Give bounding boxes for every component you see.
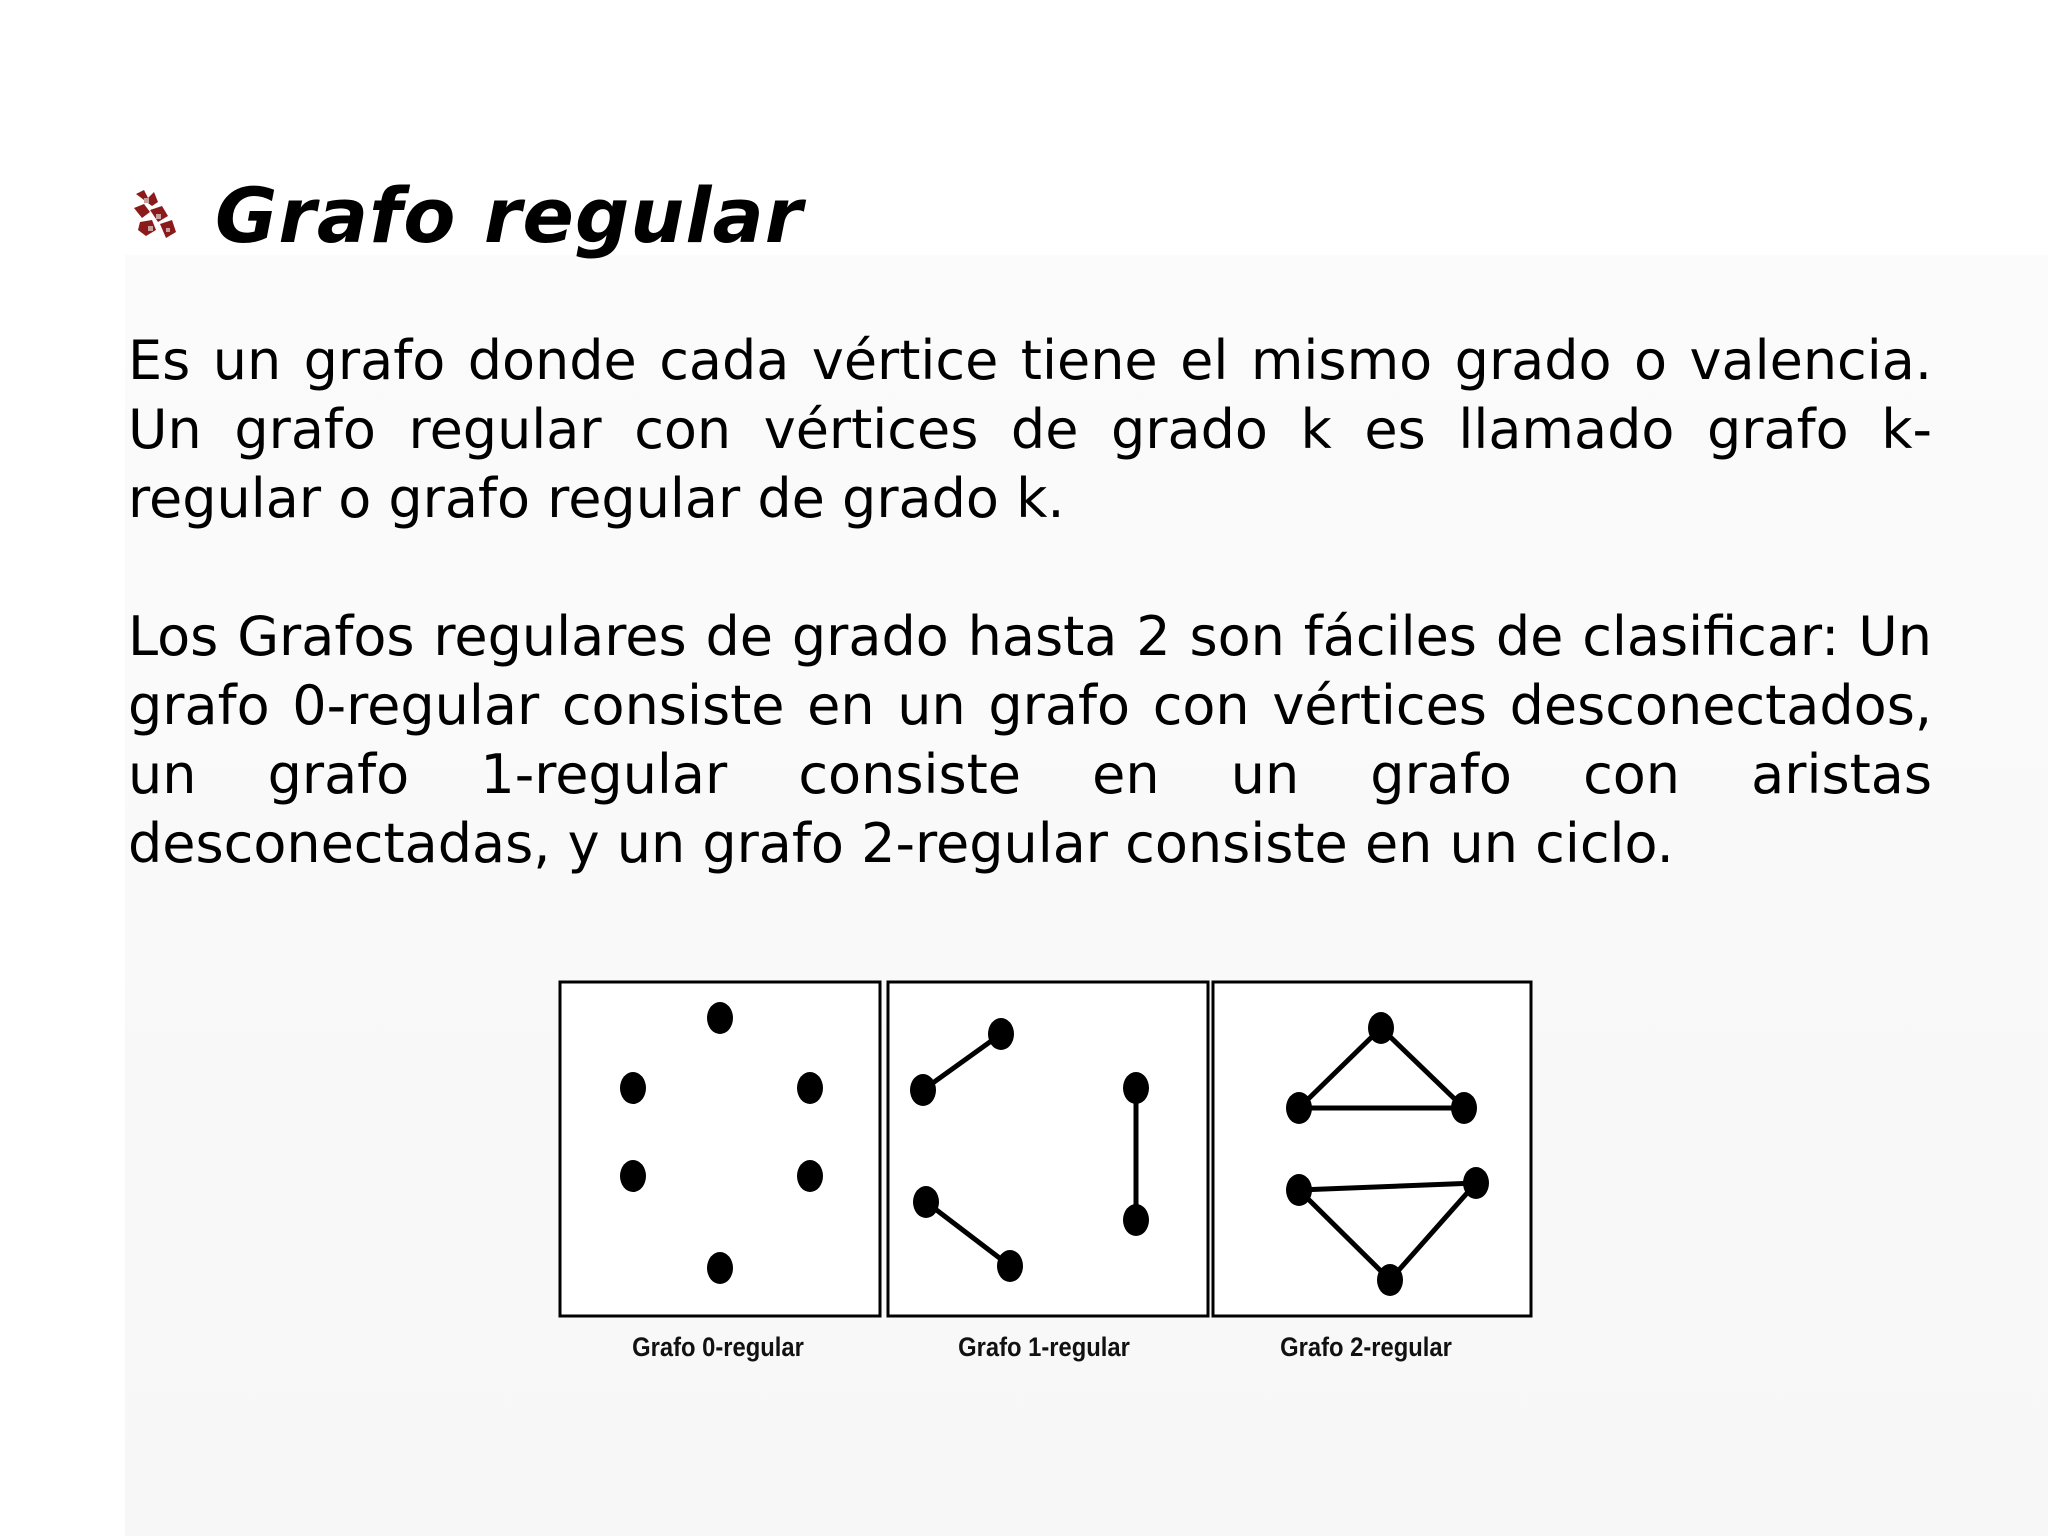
- vertex: [707, 1252, 733, 1284]
- vertex: [988, 1018, 1014, 1050]
- vertex: [1451, 1092, 1477, 1124]
- regular-graphs-figure: [558, 980, 1533, 1380]
- caption-1-regular: Grafo 1-regular: [958, 1332, 1130, 1362]
- classification-paragraph: Los Grafos regulares de grado hasta 2 son fáciles de clasificar: Un grafo 0-regular consiste en un grafo con vértices desconectados, un grafo 1-regular consiste en un grafo con aristas desconectadas, y un grafo 2-regular consiste en un ciclo.: [128, 605, 1932, 875]
- panel-1-regular: [888, 982, 1208, 1316]
- caption-2-regular: Grafo 2-regular: [1280, 1332, 1452, 1362]
- vertex: [797, 1072, 823, 1104]
- vertex: [707, 1002, 733, 1034]
- vertex: [1368, 1012, 1394, 1044]
- definition-paragraph: Es un grafo donde cada vértice tiene el mismo grado o valencia. Un grafo regular con vértices de grado k es llamado grafo k-regular o grafo regular de grado k.: [128, 329, 1932, 530]
- vertex: [1463, 1167, 1489, 1199]
- vertex: [1286, 1092, 1312, 1124]
- vertex: [913, 1186, 939, 1218]
- slide-title: Grafo regular: [215, 171, 804, 260]
- decorative-leaf-icon: [130, 188, 180, 242]
- graph-diagrams: [558, 980, 1533, 1320]
- vertex: [1123, 1072, 1149, 1104]
- vertex: [797, 1160, 823, 1192]
- vertex: [1286, 1174, 1312, 1206]
- vertex: [997, 1250, 1023, 1282]
- panel-2-regular: [1213, 982, 1531, 1316]
- vertex: [620, 1160, 646, 1192]
- caption-0-regular: Grafo 0-regular: [632, 1332, 804, 1362]
- vertex: [620, 1072, 646, 1104]
- vertex: [910, 1074, 936, 1106]
- panel-0-regular: [560, 982, 880, 1316]
- vertex: [1377, 1264, 1403, 1296]
- vertex: [1123, 1204, 1149, 1236]
